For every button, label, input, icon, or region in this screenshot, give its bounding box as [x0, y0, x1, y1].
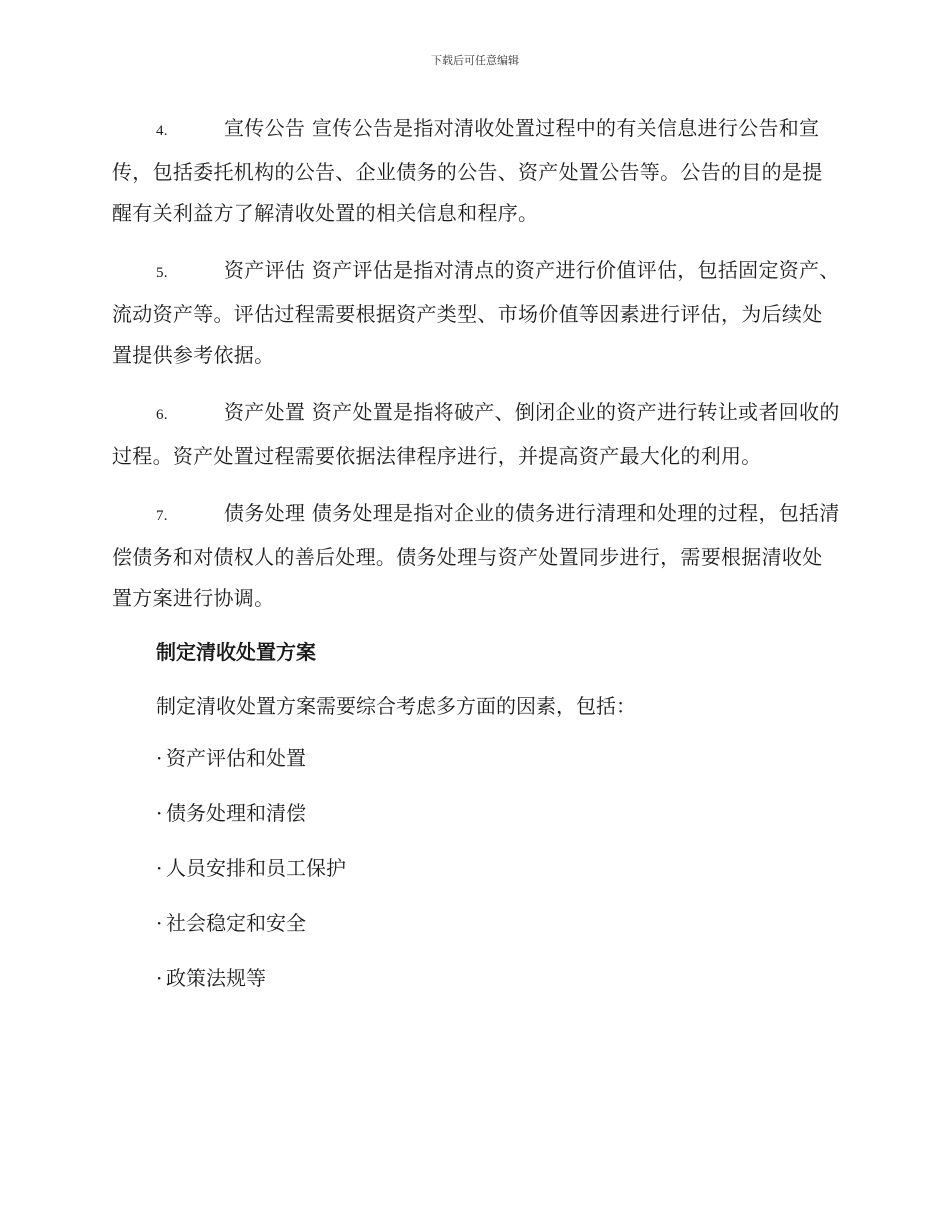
- numbered-item-7: [112, 493, 842, 619]
- list-item: [156, 908, 842, 938]
- bullet-dot: ·: [156, 801, 163, 825]
- bullet-list: [156, 743, 842, 993]
- list-item: [156, 743, 842, 773]
- item-number: 7.: [156, 508, 168, 524]
- item-number: 5.: [156, 265, 168, 281]
- bullet-dot: ·: [156, 966, 163, 990]
- numbered-item-4: [112, 108, 842, 234]
- list-item-text: 政策法规等: [166, 966, 266, 990]
- section-intro: 制定清收处置方案需要综合考虑多方面的因素，包括：: [156, 694, 636, 718]
- numbered-item-5: [112, 250, 842, 376]
- bullet-dot: ·: [156, 911, 163, 935]
- list-item-text: 社会稳定和安全: [166, 911, 306, 935]
- list-item: [156, 853, 842, 883]
- list-item: [156, 798, 842, 828]
- list-item-text: 资产评估和处置: [166, 746, 306, 770]
- bullet-dot: ·: [156, 856, 163, 880]
- list-item: [156, 963, 842, 993]
- list-item-text: 人员安排和员工保护: [166, 856, 346, 880]
- item-number: 4.: [156, 123, 168, 139]
- item-number: 6.: [156, 407, 168, 423]
- section-heading: 制定清收处置方案: [156, 640, 316, 664]
- bullet-dot: ·: [156, 746, 163, 770]
- numbered-item-6: [112, 392, 842, 477]
- document-body: [112, 108, 842, 1018]
- item-text: 资产评估 资产评估是指对清点的资产进行价值评估，包括固定资产、流动资产等。评估过程需要根据资产类型、市场价值等因素进行评估，为后续处置提供参考依据。: [112, 258, 840, 367]
- item-text: 宣传公告 宣传公告是指对清收处置过程中的有关信息进行公告和宣传，包括委托机构的公告、企业债务的公告、资产处置公告等。公告的目的是提醒有关利益方了解清收处置的相关信息和程序。: [112, 116, 823, 225]
- page-header: 下载后可任意编辑: [431, 54, 519, 67]
- list-item-text: 债务处理和清偿: [166, 801, 306, 825]
- item-text: 资产处置 资产处置是指将破产、倒闭企业的资产进行转让或者回收的过程。资产处置过程需要依据法律程序进行，并提高资产最大化的利用。: [112, 400, 840, 468]
- item-text: 债务处理 债务处理是指对企业的债务进行清理和处理的过程，包括清偿债务和对债权人的善后处理。债务处理与资产处置同步进行，需要根据清收处置方案进行协调。: [112, 501, 840, 610]
